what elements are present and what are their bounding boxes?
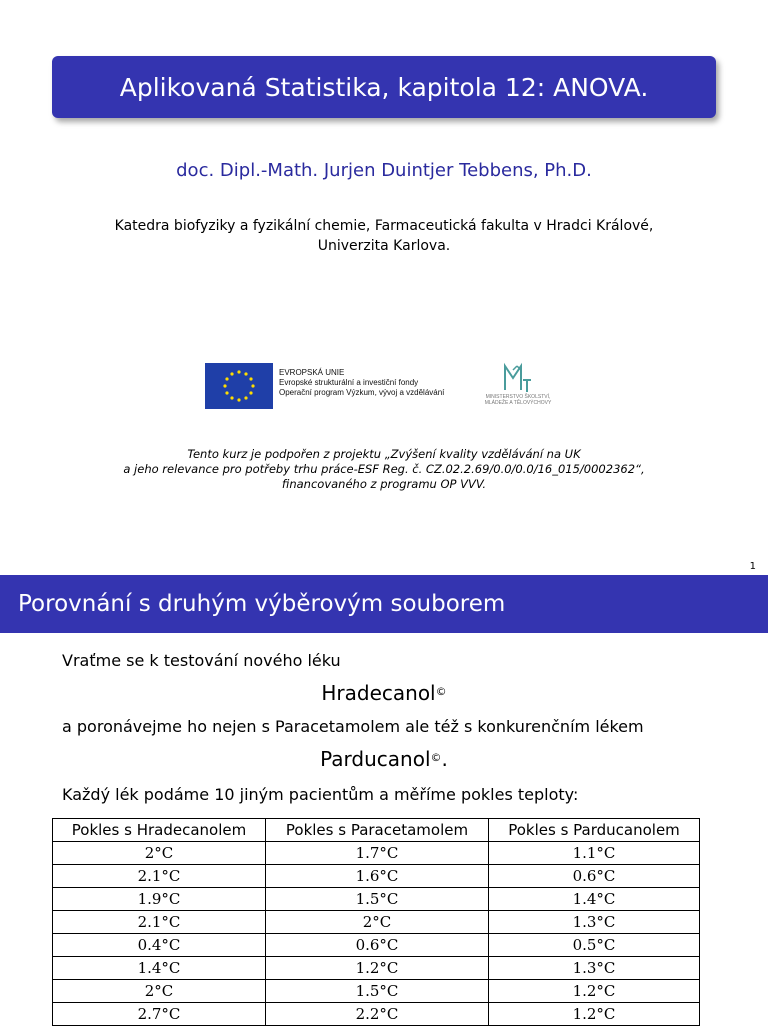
msmt-caption-line-1: MINISTERSTVO ŠKOLSTVÍ,: [485, 394, 551, 400]
table-cell: 1.6°C: [266, 865, 489, 888]
intro-line: Vraťme se k testování nového léku: [62, 651, 341, 670]
copyright-symbol: ©: [435, 685, 447, 698]
table-cell: 0.5°C: [489, 934, 700, 957]
drug2-name: Parducanol: [320, 747, 431, 771]
table-row: [53, 865, 700, 888]
table-cell: 1.9°C: [53, 888, 266, 911]
frame-title-text: Porovnání s druhým výběrovým souborem: [18, 591, 506, 617]
header-parducanol: Pokles s Parducanolem: [489, 819, 700, 842]
table-cell: 1.4°C: [53, 957, 266, 980]
eu-logo-line-2: Evropské strukturální a investiční fondy: [279, 378, 419, 387]
eu-logo-line-3: Operační program Výzkum, vývoj a vzdělávání: [279, 388, 445, 397]
eu-logo-text: [279, 368, 444, 398]
table-row: [53, 1003, 700, 1026]
msmt-caption-line-2: MLÁDEŽE A TĚLOVÝCHOVY: [484, 400, 552, 406]
table-row: [53, 957, 700, 980]
project-line-3: financovaného z programu OP VVV.: [281, 477, 487, 491]
table-cell: 1.3°C: [489, 957, 700, 980]
drug2-line: [0, 747, 768, 771]
table-cell: 1.2°C: [489, 1003, 700, 1026]
frame-title: [0, 575, 768, 633]
table-row: [53, 911, 700, 934]
header-hradecanol: Pokles s Hradecanolem: [53, 819, 266, 842]
author: doc. Dipl.-Math. Jurjen Duintjer Tebbens, Ph.D.: [176, 160, 592, 181]
page-number: 1: [749, 561, 756, 572]
table-cell: 0.6°C: [266, 934, 489, 957]
table-cell: 1.7°C: [266, 842, 489, 865]
table-row: [53, 888, 700, 911]
temperature-table: [52, 818, 700, 1026]
header-paracetamol: Pokles s Paracetamolem: [266, 819, 489, 842]
table-cell: 0.6°C: [489, 865, 700, 888]
table-cell: 2.7°C: [53, 1003, 266, 1026]
period: .: [441, 747, 448, 771]
table-cell: 0.4°C: [53, 934, 266, 957]
msmt-logo-caption: [473, 394, 563, 406]
institute-line-2: Univerzita Karlova.: [317, 238, 451, 254]
msmt-logo-icon: [473, 360, 563, 412]
table-cell: 1.5°C: [266, 888, 489, 911]
slide-title-box: [52, 56, 716, 118]
content-slide: [0, 575, 768, 1024]
table-cell: 2.1°C: [53, 865, 266, 888]
table-cell: 2°C: [266, 911, 489, 934]
project-line-2: a jeho relevance pro potřeby trhu práce-ESF Reg. č. CZ.02.2.69/0.0/0.0/16_015/0002362“,: [123, 462, 645, 476]
method-line: Každý lék podáme 10 jiným pacientům a měříme pokles teploty:: [62, 785, 579, 804]
slide-title: Aplikovaná Statistika, kapitola 12: ANOVA.: [119, 72, 649, 102]
project-line-1: Tento kurz je podpořen z projektu „Zvýšení kvality vzdělávání na UK: [187, 447, 581, 461]
table-cell: 1.2°C: [266, 957, 489, 980]
copyright-symbol: ©: [430, 751, 442, 764]
institute-line-1: Katedra biofyziky a fyzikální chemie, Farmaceutická fakulta v Hradci Králové,: [114, 218, 654, 234]
project-note: [40, 447, 728, 492]
table-row: [53, 842, 700, 865]
sponsor-logos: [205, 360, 575, 412]
table-cell: 1.5°C: [266, 980, 489, 1003]
comparison-line: a poronávejme ho nejen s Paracetamolem ale též s konkurenčním lékem: [62, 717, 644, 736]
table-cell: 2°C: [53, 980, 266, 1003]
table-cell: 1.3°C: [489, 911, 700, 934]
table-row: [53, 980, 700, 1003]
table-cell: 1.2°C: [489, 980, 700, 1003]
table-cell: 1.1°C: [489, 842, 700, 865]
table-row: [53, 934, 700, 957]
eu-flag-icon: [205, 363, 273, 409]
table-cell: 2.2°C: [266, 1003, 489, 1026]
table-cell: 2°C: [53, 842, 266, 865]
institute: [60, 216, 708, 256]
drug1-line: [0, 681, 768, 705]
table-header-row: [53, 819, 700, 842]
drug1-name: Hradecanol: [321, 681, 436, 705]
table-cell: 2.1°C: [53, 911, 266, 934]
table-cell: 1.4°C: [489, 888, 700, 911]
eu-logo-line-1: EVROPSKÁ UNIE: [279, 368, 345, 377]
